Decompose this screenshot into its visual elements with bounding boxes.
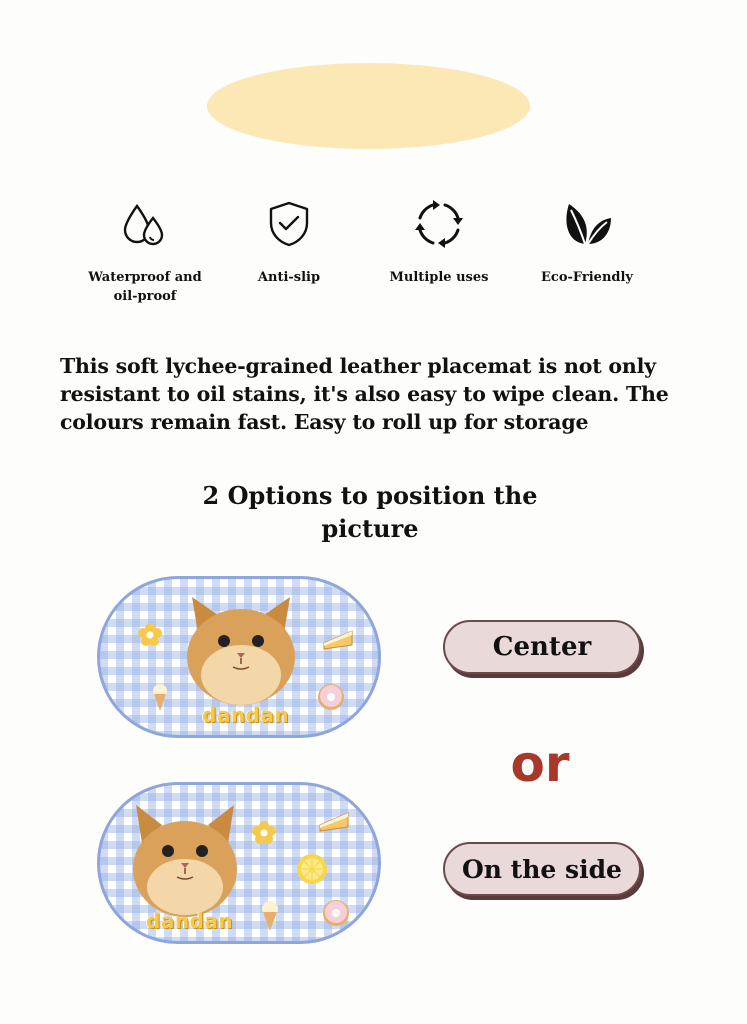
donut-icon: [323, 900, 349, 926]
side-option-badge: On the side: [443, 842, 641, 896]
placemat-side-preview: [97, 782, 381, 944]
product-description: This soft lychee-grained leather placemat is not only resistant to oil stains, it's also easy to wipe clean. The colours remain fast. Easy to roll up for storage: [60, 354, 669, 434]
options-title: 2 Options to position the picture: [202, 481, 538, 543]
placemat-artwork: [100, 785, 381, 944]
feature-eco-friendly: [507, 198, 667, 287]
ice-cream-icon: [262, 901, 278, 931]
or-separator: or: [510, 735, 570, 793]
pet-name-text: dandan: [202, 703, 290, 727]
feature-label: Waterproof and oil-proof: [88, 270, 202, 304]
feature-waterproof: [65, 198, 225, 306]
flower-icon: [138, 623, 162, 646]
refresh-arrows-icon: [413, 198, 465, 250]
ice-cream-icon: [153, 684, 167, 711]
flower-icon: [252, 821, 276, 844]
center-option-badge: Center: [443, 620, 641, 674]
feature-label: Anti-slip: [257, 270, 321, 285]
pet-name-text: dandan: [146, 909, 234, 933]
cat-face-icon: [133, 805, 237, 917]
feature-anti-slip: [209, 198, 369, 287]
cat-face-icon: [187, 597, 295, 705]
shield-check-icon: [263, 198, 315, 250]
donut-icon: [318, 684, 344, 710]
cake-icon: [324, 631, 352, 649]
cake-icon: [320, 813, 348, 831]
leaves-icon: [561, 198, 613, 250]
decorative-blob: [207, 63, 530, 149]
droplets-icon: [119, 198, 171, 250]
lemon-icon: [297, 854, 327, 884]
feature-multiple-uses: [359, 198, 519, 287]
feature-label: Multiple uses: [389, 270, 489, 285]
feature-label: Eco-Friendly: [541, 270, 633, 285]
placemat-center-preview: [97, 576, 381, 738]
